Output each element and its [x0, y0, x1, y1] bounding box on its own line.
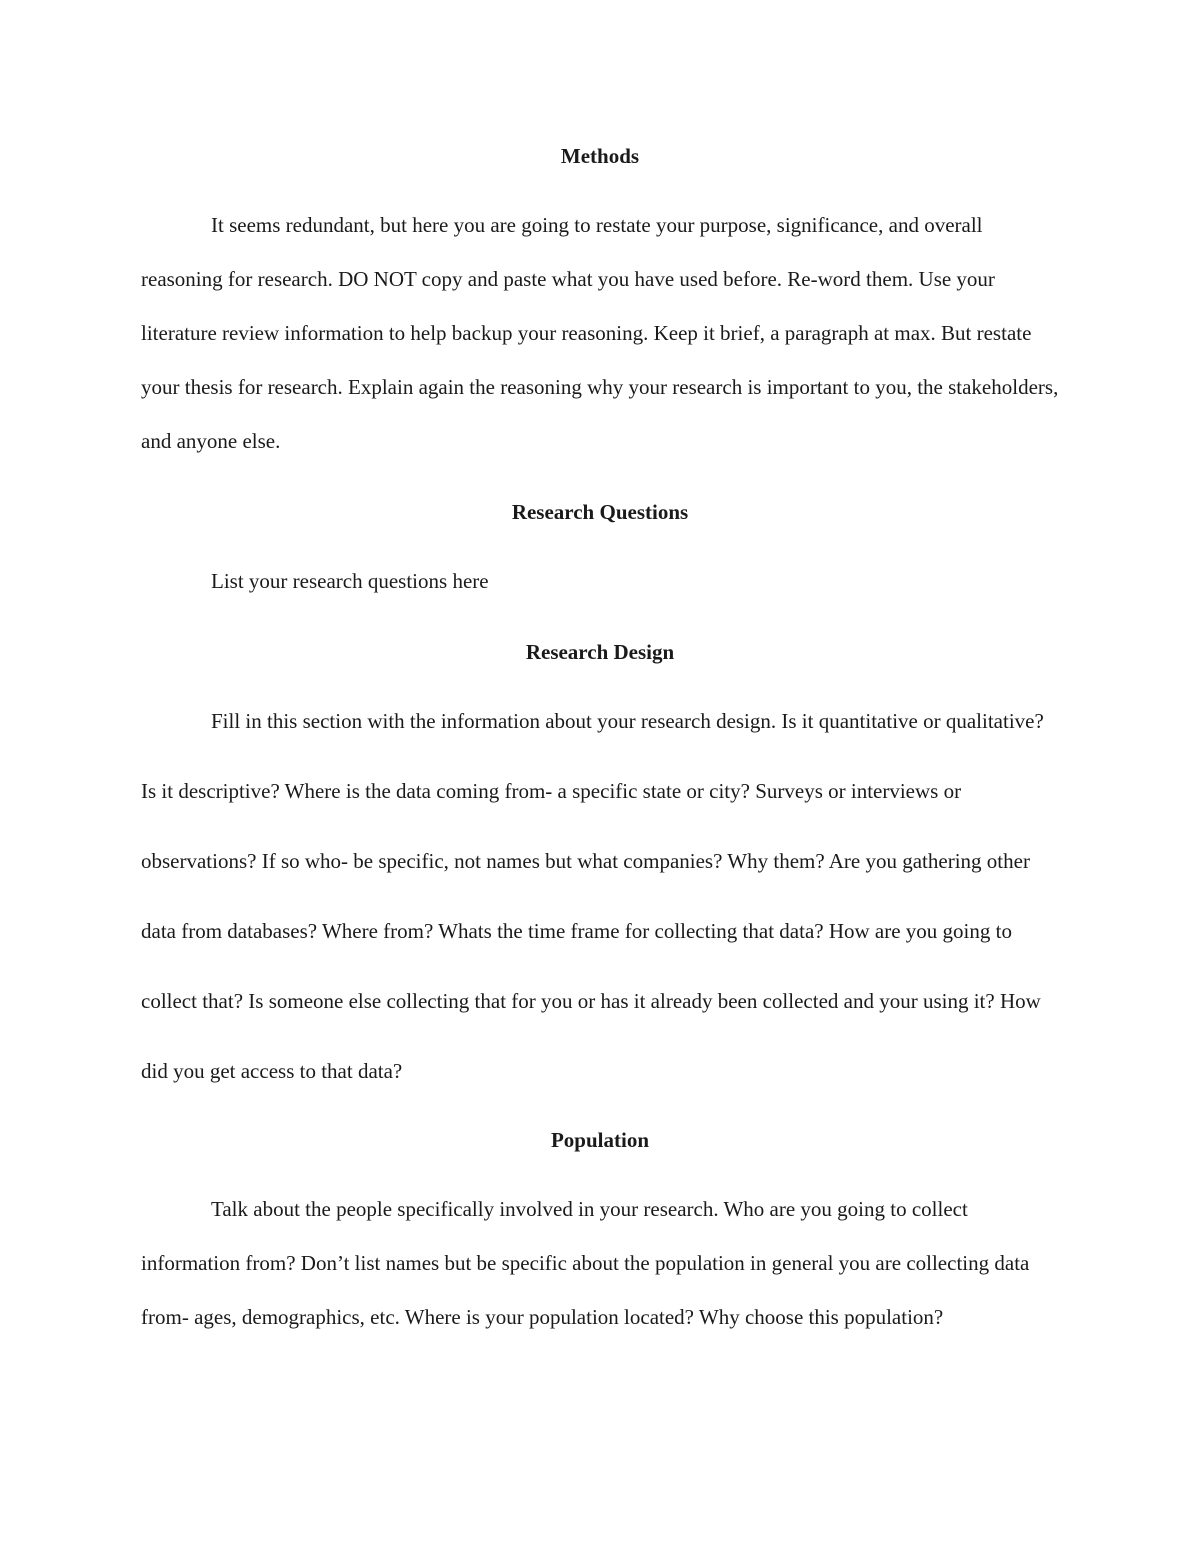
heading-population: Population [550, 1128, 650, 1152]
heading-research-questions: Research Questions [511, 500, 689, 524]
paragraph-research-design: Fill in this section with the information about your research design. Is it quantitative or qualitative? Is it descriptive? Where is the data coming from- a specific state or city? Surveys or interviews or observations? If so who- be specific, not names but what companies? Why them? Are you gathering other data from databases? Where from? Whats the time frame for collecting that data? How are you going to collect that? Is someone else collecting that for you or has it already been collected and your using it? How did you get access to that data? [141, 709, 1044, 1083]
heading-methods: Methods [560, 144, 640, 168]
paragraph-research-questions: List your research questions here [211, 569, 489, 593]
paragraph-population: Talk about the people specifically involved in your research. Who are you going to collect information from? Don’t list names but be specific about the population in general you are collecting data from- ages, demographics, etc. Where is your population located? Why choose this population? [141, 1197, 1030, 1329]
heading-research-design: Research Design [525, 640, 675, 664]
paragraph-methods: It seems redundant, but here you are going to restate your purpose, significance, and overall reasoning for research. DO NOT copy and paste what you have used before. Re-word them. Use your literature review information to help backup your reasoning. Keep it brief, a paragraph at max. But restate your thesis for research. Explain again the reasoning why your research is important to you, the stakeholders, and anyone else. [141, 213, 1059, 453]
